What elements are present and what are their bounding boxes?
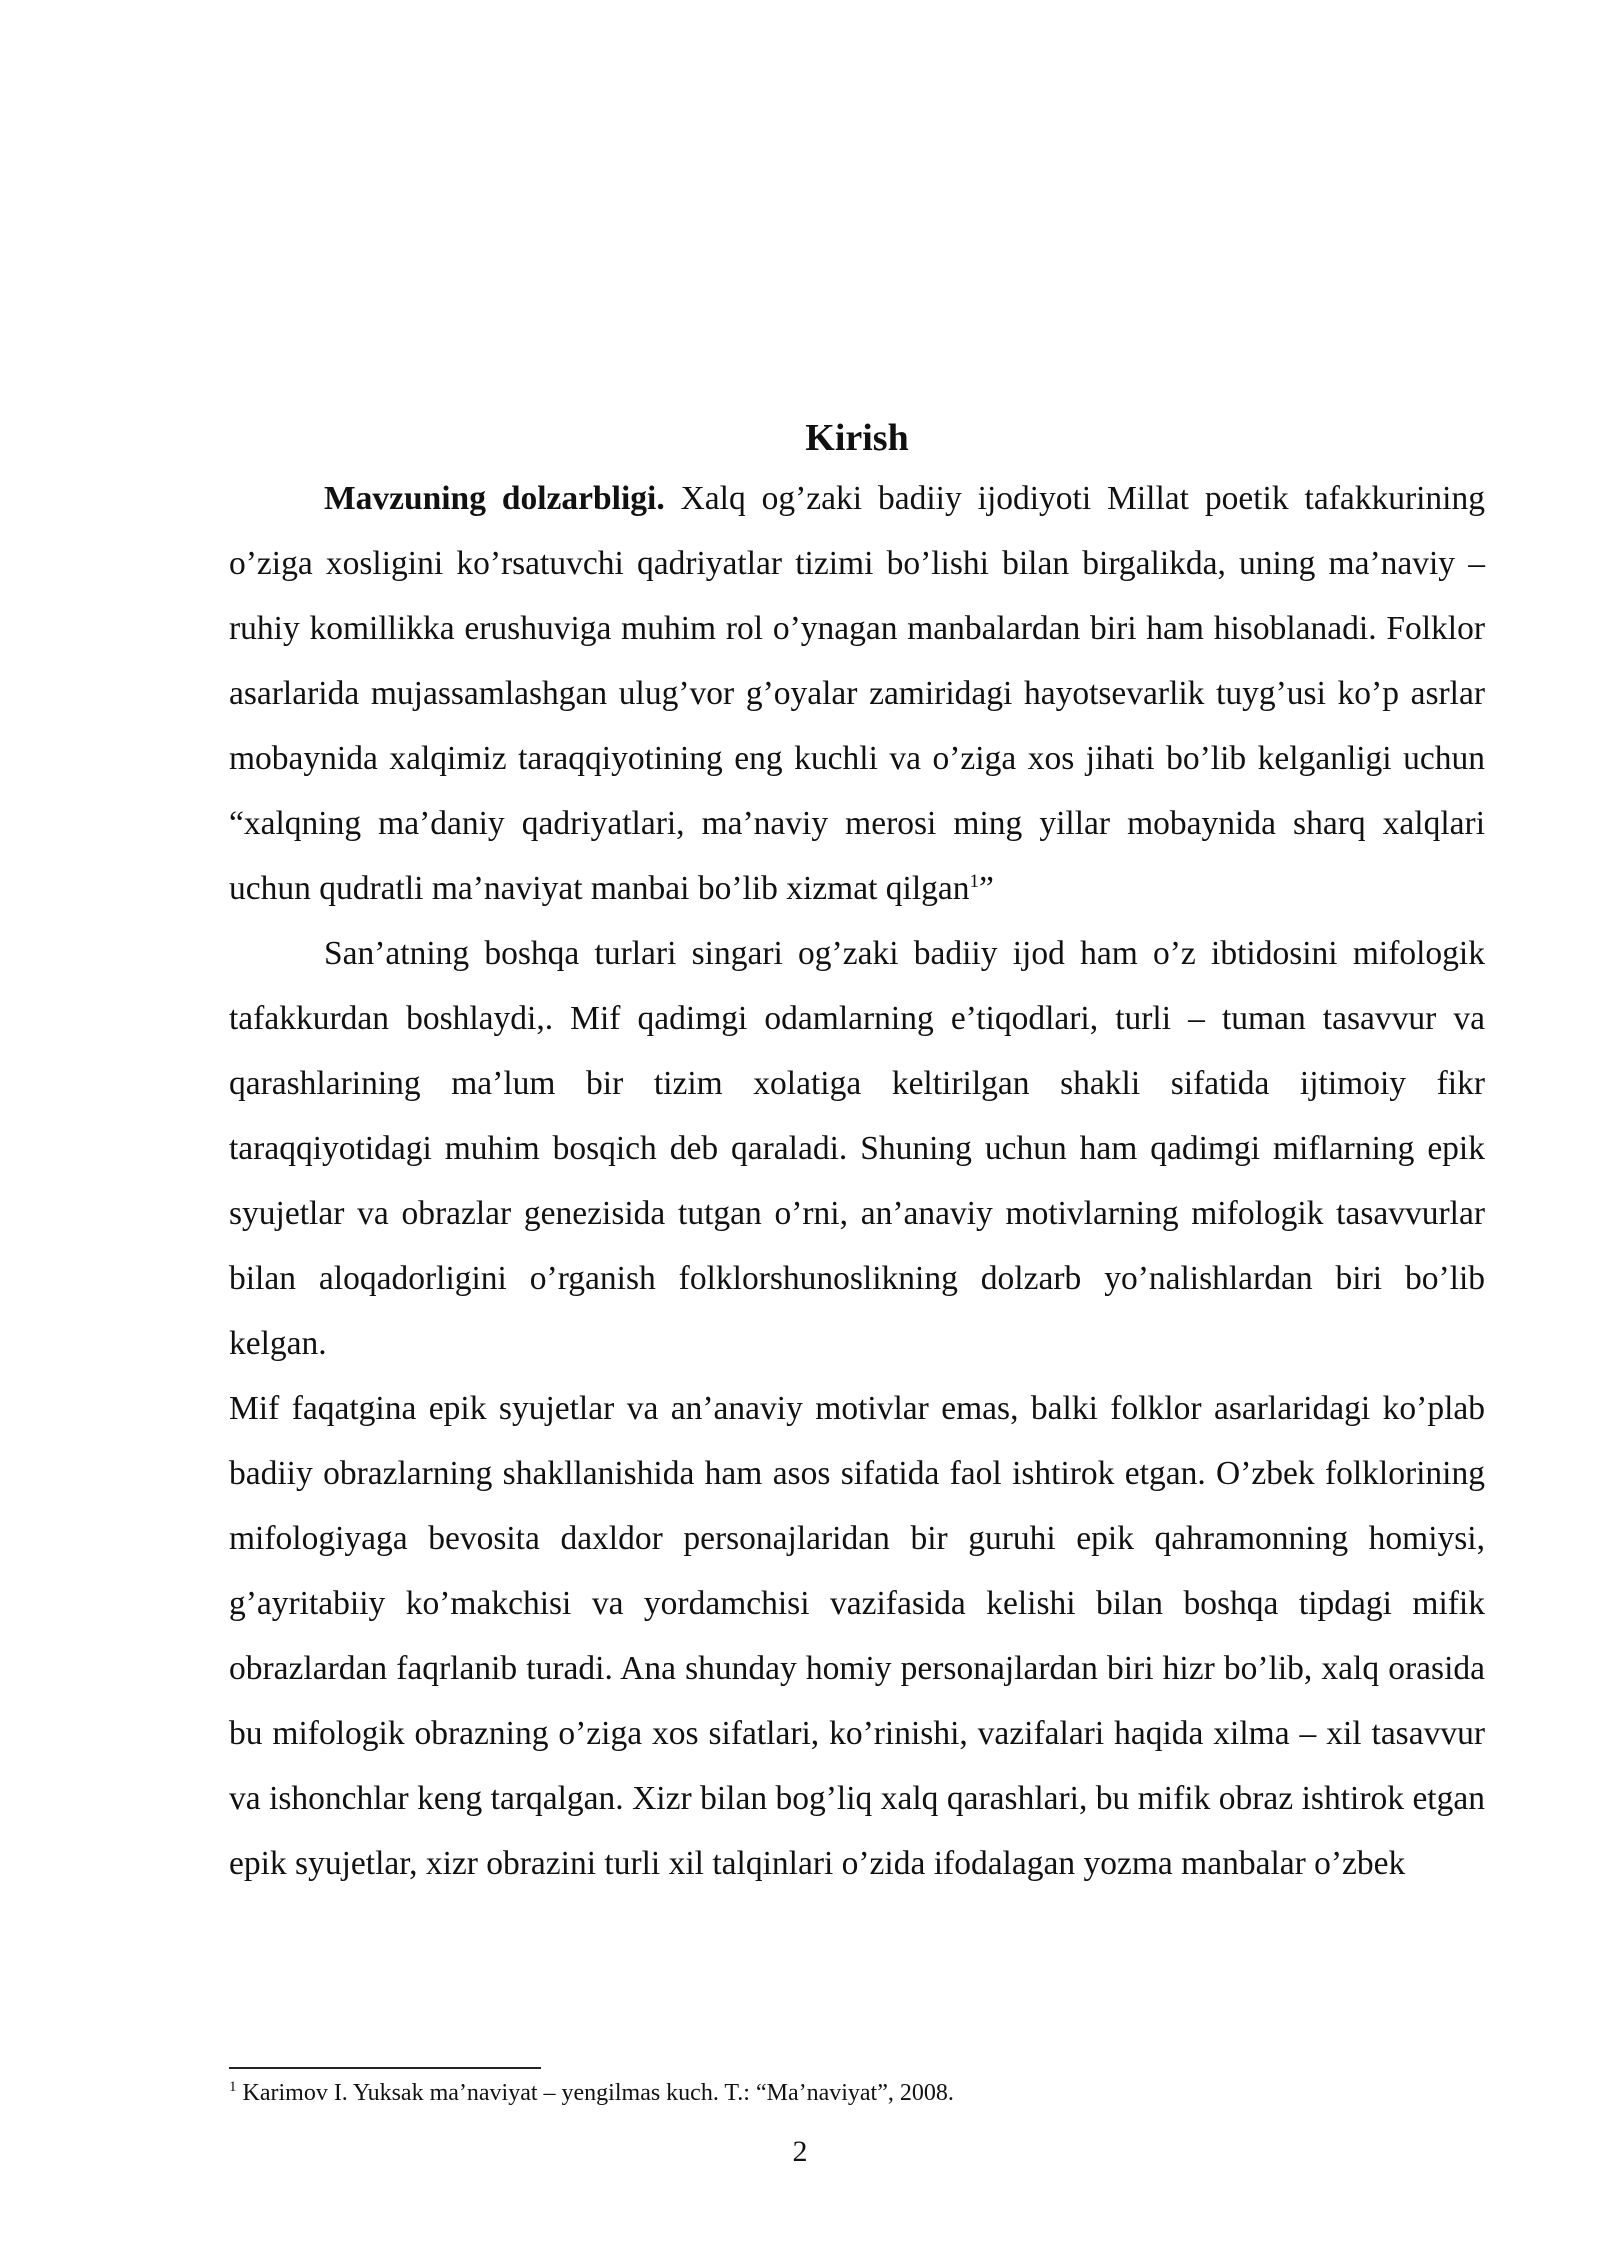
page-number: 2 [792,2135,808,2168]
paragraph-mythology: San’atning boshqa turlari singari og’zaki badiiy ijod ham o’z ibtidosini mifologik tafakkurdan boshlaydi,. Mif qadimgi odamlarning e’tiqodlari, turli – tuman tasavvur va qarashlarining ma’lum bir tizim xolatiga keltirilgan shakli sifatida ijtimoiy fikr taraqqiyotidagi muhim bosqich deb qaraladi. Shuning uchun ham qadimgi miflarning epik syujetlar va obrazlar genezisida tutgan o’rni, an’anaviy motivlarning mifologik tasavvurlar bilan aloqadorligini o’rganish folklorshunoslikning dolzarb yo’nalishlardan biri bo’lib kelgan. [229,935,1485,1362]
footnote-marker: 1 [229,2079,237,2095]
paragraph-myth-characters: Mif faqatgina epik syujetlar va an’anaviy motivlar emas, balki folklor asarlaridagi ko’plab badiiy obrazlarning shakllanishida ham asos sifatida faol ishtirok etgan. O’zbek folklorining mifologiyaga bevosita daxldor personajlaridan bir guruhi epik qahramonning homiysi, g’ayritabiiy ko’makchisi va yordamchisi vazifasida kelishi bilan boshqa tipdagi mifik obrazlardan faqrlanib turadi. Ana shunday homiy personajlardan biri hizr bo’lib, xalq orasida bu mifologik obrazning o’ziga xos sifatlari, ko’rinishi, vazifalari haqida xilma – xil tasavvur va ishonchlar keng tarqalgan. Xizr bilan bog’liq xalq qarashlari, bu mifik obraz ishtirok etgan epik syujetlar, xizr obrazini turli xil talqinlari o’zida ifodalagan yozma manbalar o’zbek [229,1390,1485,1882]
footnote-text: Karimov I. Yuksak ma’naviyat – yengilmas kuch. T.: “Ma’naviyat”, 2008. [236,2080,954,2106]
page-body [229,410,1485,1896]
closing-quote: ” [979,870,994,907]
paragraph-text: Xalq og’zaki badiiy ijodiyoti Millat poetik tafakkurining o’ziga xosligini ko’rsatuvchi qadriyatlar tizimi bo’lishi bilan birgalikda, uning ma’naviy – ruhiy komillikka erushuviga muhim rol o’ynagan manbalardan biri ham hisoblanadi. Folklor asarlarida mujassamlashgan ulug’vor g’oyalar zamiridagi hayotsevarlik tuyg’usi ko’p asrlar mobaynida xalqimiz taraqqiyotining eng kuchli va o’ziga xos jihati bo’lib kelganligi uchun “xalqning ma’daniy qadriyatlari, ma’naviy merosi ming yillar mobaynida sharq xalqlari uchun qudratli ma’naviyat manbai bo’lib xizmat qilgan [229,480,1485,907]
footnote-separator [229,2067,541,2069]
footnote [229,2078,1485,2108]
paragraph-lead: Mavzuning dolzarbligi. [324,480,665,517]
paragraph-relevance [229,466,1485,921]
section-title: Kirish [805,417,909,459]
footnote-reference[interactable]: 1 [969,870,980,892]
